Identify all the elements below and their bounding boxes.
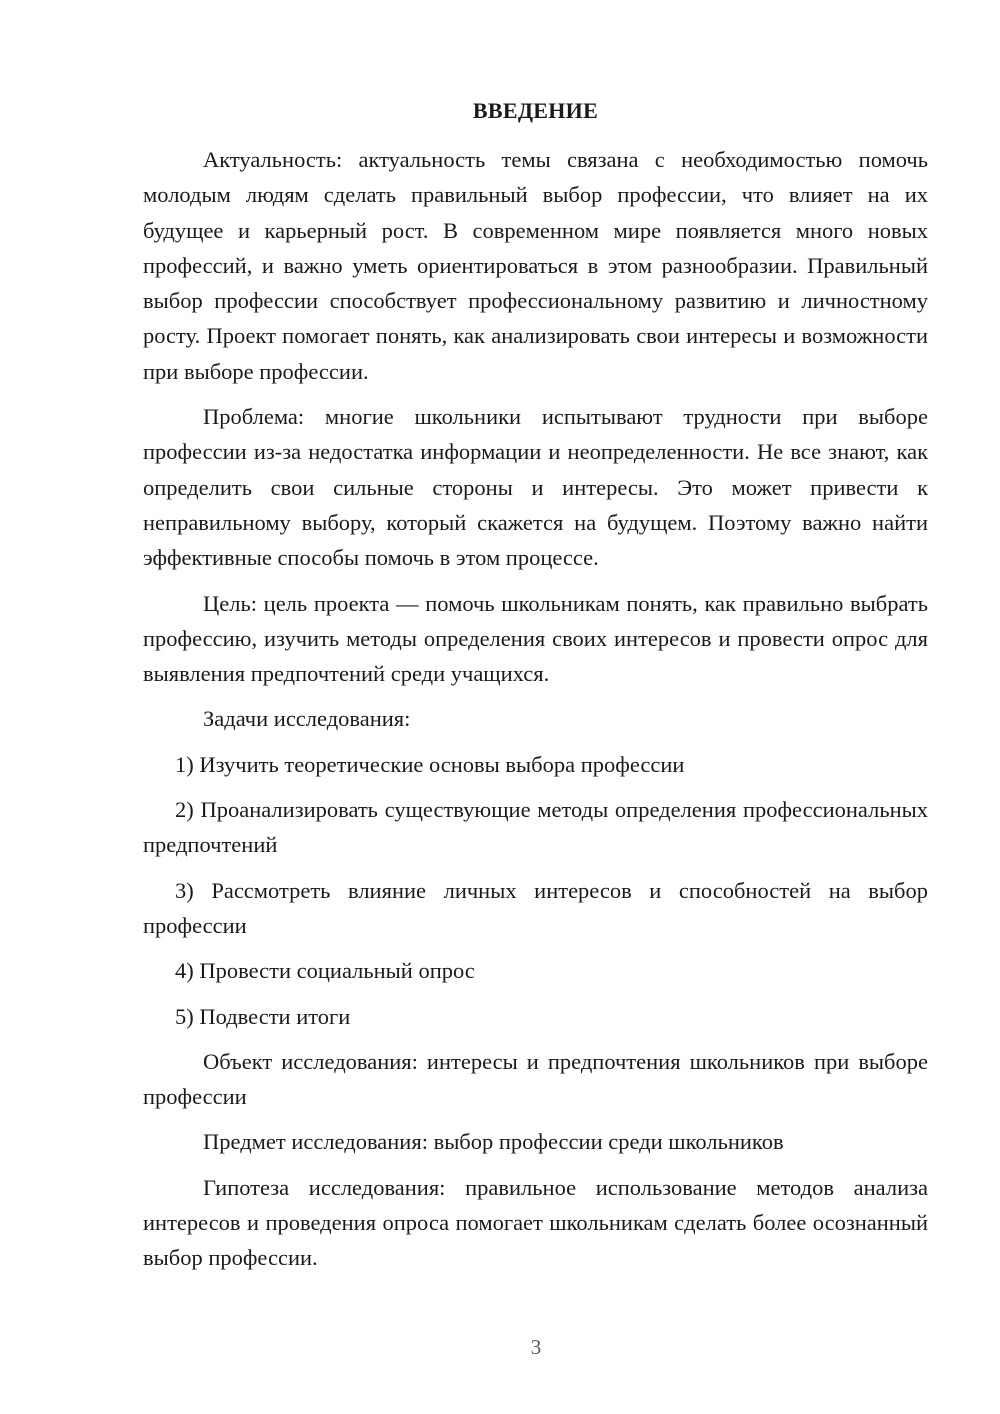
section-title: ВВЕДЕНИЕ [472,98,599,123]
task-item-3: 3) Рассмотреть влияние личных интересов и способностей на выбор профессии [143,877,928,938]
goal-paragraph: Цель: цель проекта — помочь школьникам понять, как правильно выбрать профессию, изучить методы определения своих интересов и провести опрос для выявления предпочтений среди учащихся. [143,590,928,687]
hypothesis-paragraph: Гипотеза исследования: правильное использование методов анализа интересов и проведения опроса помогает школьникам сделать более осознанный выбор профессии. [143,1174,928,1271]
body-text [143,142,928,1286]
task-item-5: 5) Подвести итоги [175,1003,351,1029]
task-item-4: 4) Провести социальный опрос [175,958,475,984]
task-item-1: 1) Изучить теоретические основы выбора профессии [175,751,685,777]
relevance-paragraph: Актуальность: актуальность темы связана с необходимостью помочь молодым людям сделать правильный выбор профессии, что влияет на их будущее и карьерный рост. В современном мире появляется много новых профессий, и важно уметь ориентироваться в этом разнообразии. Правильный выбор профессии способствует профессиональному развитию и личностному росту. Проект помогает понять, как анализировать свои интересы и возможности при выборе профессии. [143,147,928,384]
page-number: 3 [530,1335,542,1359]
subject-paragraph: Предмет исследования: выбор профессии среди школьников [203,1129,784,1155]
object-paragraph: Объект исследования: интересы и предпочтения школьников при выборе профессии [143,1048,928,1110]
tasks-heading: Задачи исследования: [203,706,411,732]
problem-paragraph: Проблема: многие школьники испытывают трудности при выборе профессии из-за недостатка информации и неопределенности. Не все знают, как определить свои сильные стороны и интересы. Это может привести к неправильному выбору, который скажется на будущем. Поэтому важно найти эффективные способы помочь в этом процессе. [143,404,928,571]
task-item-2: 2) Проанализировать существующие методы определения профессиональных предпочтений [143,797,928,858]
